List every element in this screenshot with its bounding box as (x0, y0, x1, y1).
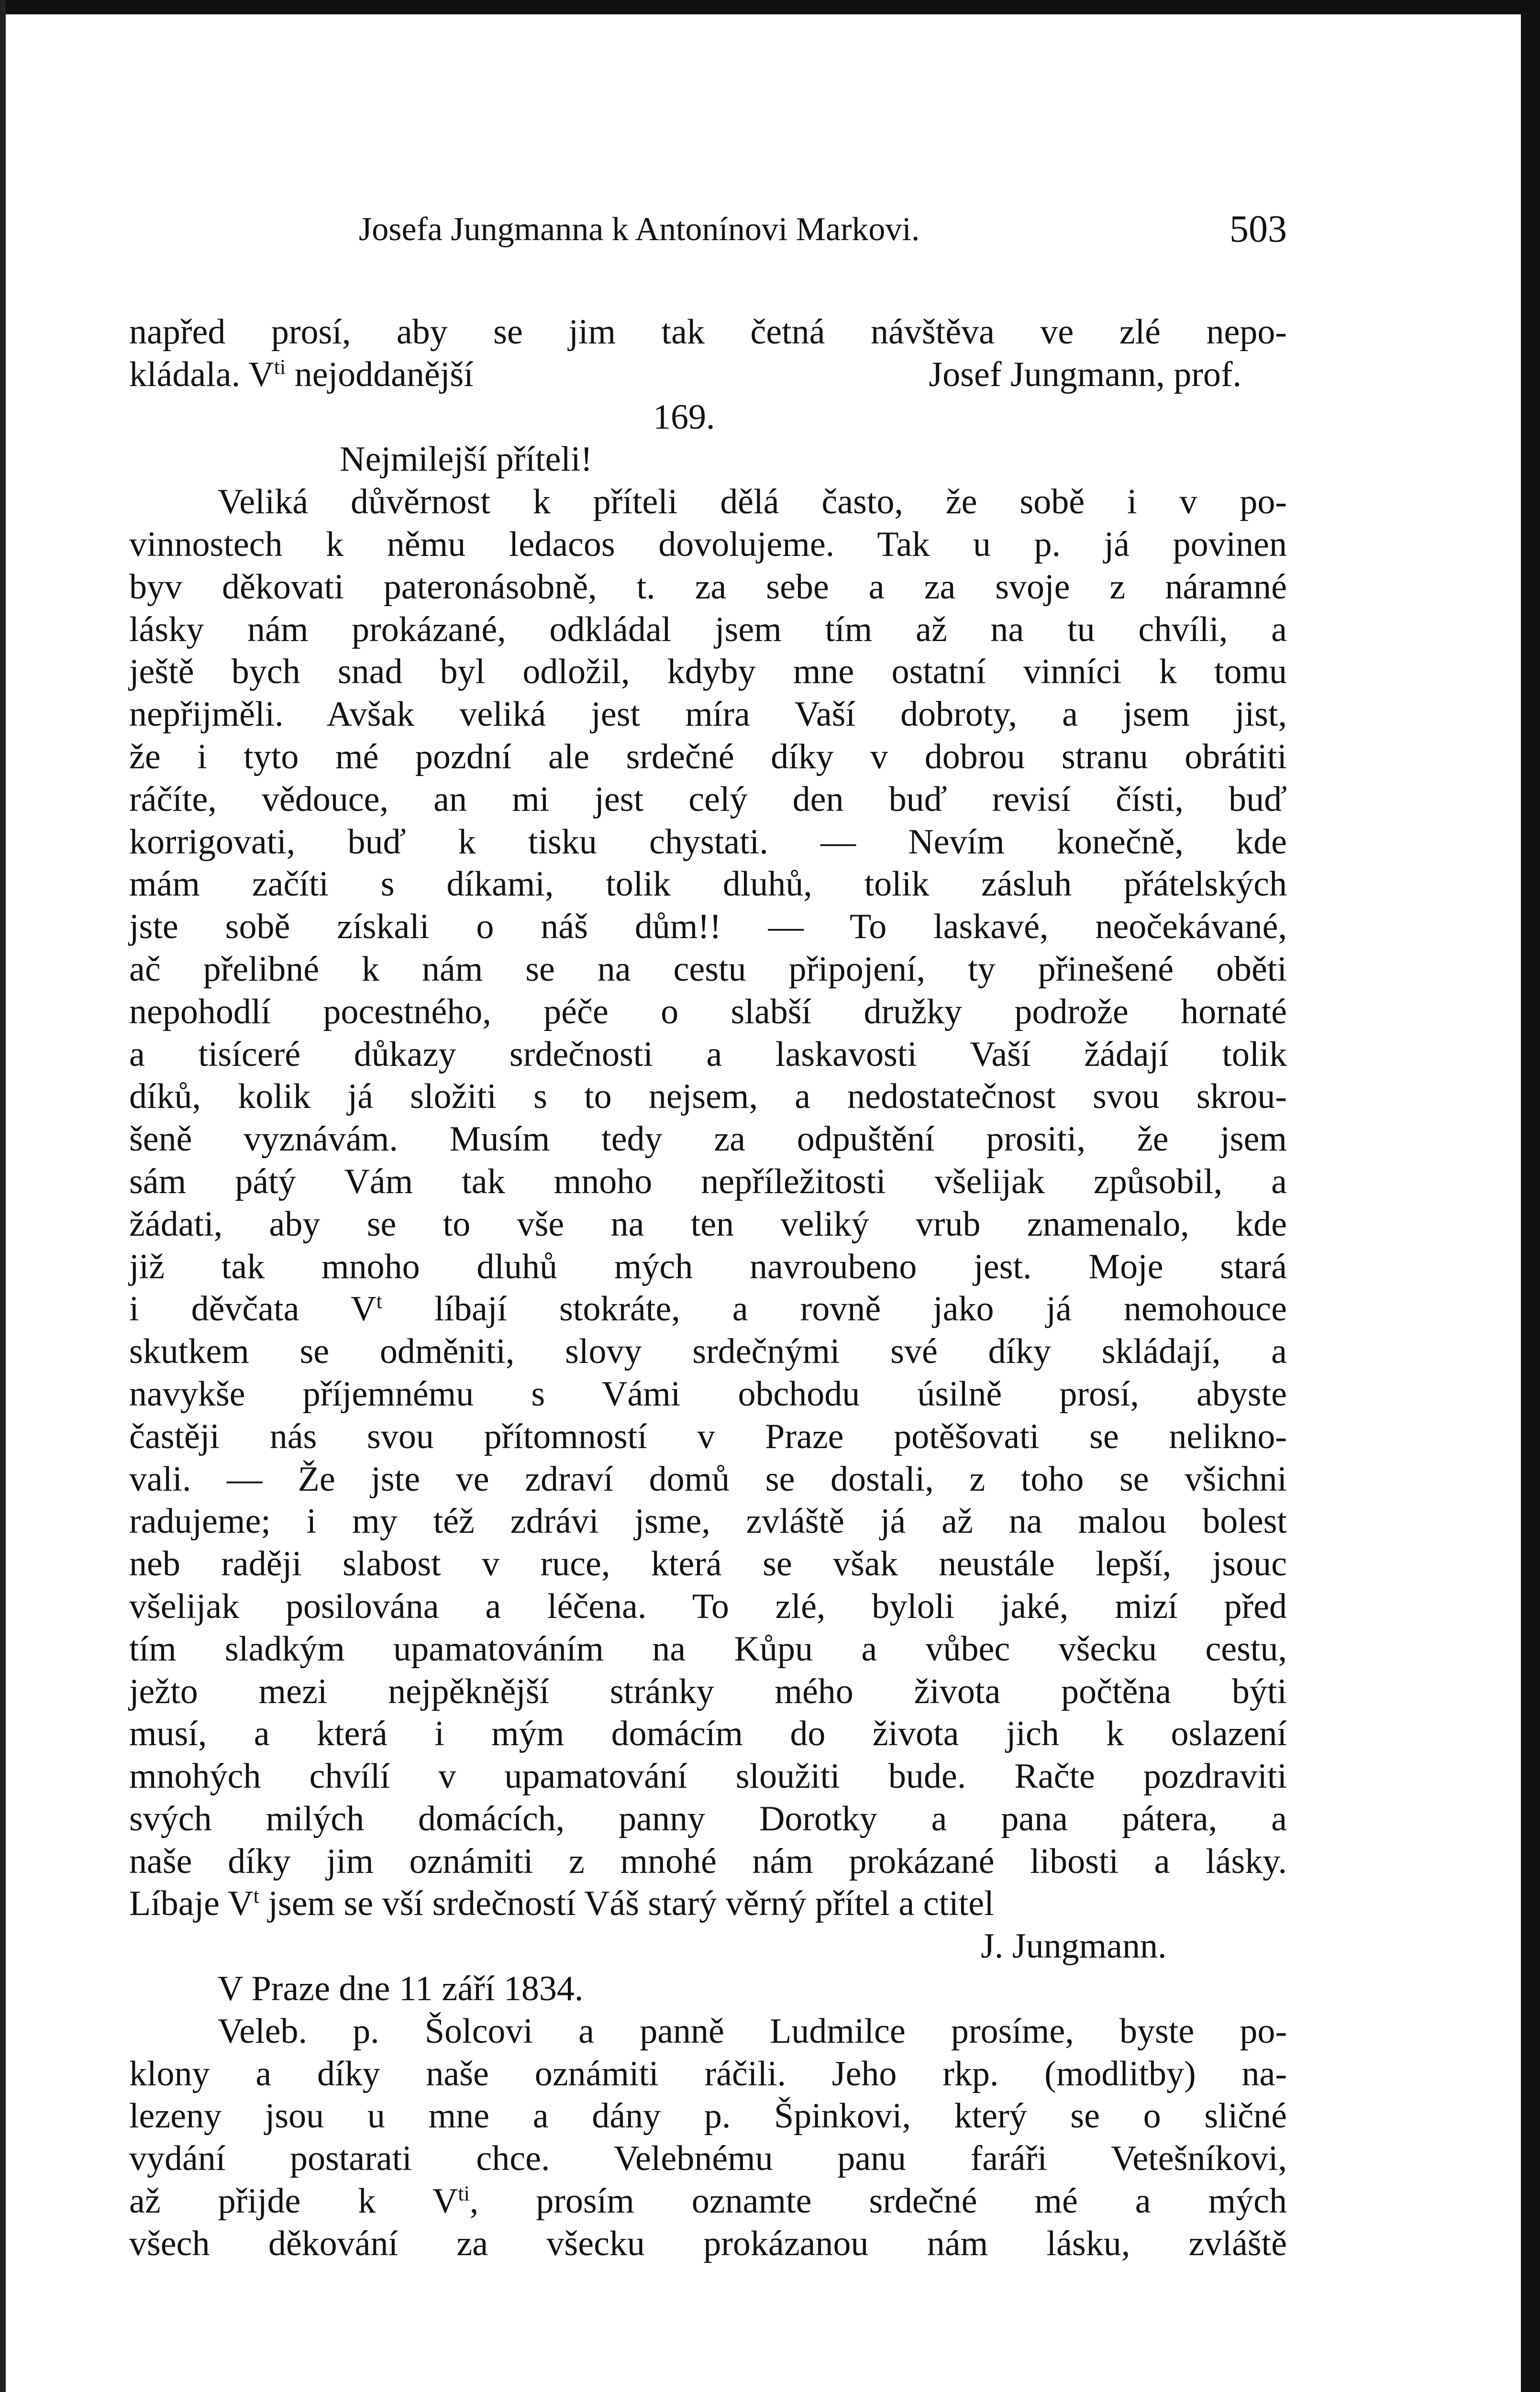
scan-border-right (1521, 0, 1540, 2392)
letter-number: 169. (653, 397, 715, 437)
text-block (129, 311, 1287, 2265)
text-line: ač přelibné k nám se na cestu připojení, ty přinešené oběti (129, 949, 1287, 989)
text-line: sám pátý Vám tak mnoho nepříležitosti všelijak způsobil, a (129, 1162, 1287, 1201)
text-line: až přijde k $V^{ti}$, prosím oznamte srdečné mé a mých (129, 2182, 1287, 2221)
text-line: vinnostech k němu ledacos dovolujeme. Tak u p. já povinen (129, 524, 1287, 564)
text-line: korrigovati, buď k tisku chystati. — Nevím konečně, kde (129, 822, 1287, 862)
superscript: ti (274, 355, 286, 379)
text-line: neb raději slabost v ruce, která se však neustále lepší, jsouc (129, 1544, 1287, 1584)
date-line: V Praze dne 11 září 1834. (218, 1969, 584, 2009)
text-line: vydání postarati chce. Velebnému panu faráři Vetešníkovi, (129, 2139, 1287, 2179)
paragraph-first-line: Veliká důvěrnost k příteli dělá často, že sobě i v po- (218, 482, 1287, 522)
superscript: t (376, 1289, 382, 1313)
text-line: žádati, aby se to vše na ten veliký vrub znamenalo, kde (129, 1204, 1287, 1244)
text-line: tím sladkým upamatováním na Kůpu a vůbec všecku cestu, (129, 1629, 1287, 1669)
scan-border-top (0, 0, 1540, 14)
text-line: lezeny jsou u mne a dány p. Špinkovi, který se o sličné (129, 2096, 1287, 2136)
salutation: Nejmilejší příteli! (340, 440, 593, 479)
paragraph-first-line: Veleb. p. Šolcovi a panně Ludmilce prosíme, byste po- (218, 2011, 1287, 2051)
text-line: ráčíte, vědouce, an mi jest celý den buď revisí čísti, buď (129, 779, 1287, 819)
text-line: svých milých domácích, panny Dorotky a pana pátera, a (129, 1799, 1287, 1838)
text-line: všech děkování za všecku prokázanou nám lásku, zvláště (129, 2224, 1287, 2263)
line-fragment: kládala. $V^{ti}$ nejoddanější (129, 354, 474, 394)
running-head (129, 210, 1287, 263)
text-line: všelijak posilována a léčena. To zlé, byloli jaké, mizí před (129, 1586, 1287, 1626)
text-line: i děvčata $V^t$ líbají stokráte, a rovně jako já nemohouce (129, 1289, 1287, 1329)
text-line: již tak mnoho dluhů mých navroubeno jest. Moje stará (129, 1247, 1287, 1286)
text-line: klony a díky naše oznámiti ráčili. Jeho rkp. (modlitby) na- (129, 2054, 1287, 2093)
text-line: že i tyto mé pozdní ale srdečné díky v dobrou stranu obrátiti (129, 737, 1287, 776)
text-line: jste sobě získali o náš dům!! — To laskavé, neočekávané, (129, 907, 1287, 947)
text-line: radujeme; i my též zdrávi jsme, zvláště já až na malou bolest (129, 1502, 1287, 1541)
text-line: nepřijměli. Avšak veliká jest míra Vaší dobroty, a jsem jist, (129, 695, 1287, 734)
scan-border-left (0, 0, 6, 2392)
text-line: musí, a která i mým domácím do života jich k oslazení (129, 1714, 1287, 1754)
text-line: lásky nám prokázané, odkládal jsem tím až na tu chvíli, a (129, 609, 1287, 649)
text-line-with-signature (129, 354, 1287, 396)
text-line: ještě bych snad byl odložil, kdyby mne ostatní vinníci k tomu (129, 652, 1287, 692)
text-line: ježto mezi nejpěknější stránky mého života počtěna býti (129, 1672, 1287, 1711)
superscript: t (253, 1884, 259, 1908)
text-line: šeně vyznávám. Musím tedy za odpuštění prositi, že jsem (129, 1119, 1287, 1159)
text-line: byv děkovati pateronásobně, t. za sebe a za svoje z náramné (129, 567, 1287, 607)
signature: J. Jungmann. (981, 1927, 1167, 1966)
text-line: napřed prosí, aby se jim tak četná návštěva ve zlé nepo- (129, 312, 1287, 352)
text-line: mnohých chvílí v upamatování sloužiti bude. Račte pozdraviti (129, 1757, 1287, 1796)
page-number: 503 (1230, 208, 1287, 250)
closing-line: Líbaje $V^t$ jsem se vší srdečností Váš starý věrný přítel a ctitel (129, 1884, 994, 1924)
superscript: ti (458, 2182, 470, 2205)
text-line: navykše příjemnému s Vámi obchodu úsilně prosí, abyste (129, 1374, 1287, 1414)
text-line: mám začíti s díkami, tolik dluhů, tolik zásluh přátelských (129, 864, 1287, 904)
text-line: díků, kolik já složiti s to nejsem, a nedostatečnost svou skrou- (129, 1077, 1287, 1117)
text-line: naše díky jim oznámiti z mnohé nám prokázané libosti a lásky. (129, 1841, 1287, 1881)
running-head-title: Josefa Jungmanna k Antonínovi Markovi. (359, 211, 920, 248)
text-line: vali. — Že jste ve zdraví domů se dostali, z toho se všichni (129, 1459, 1287, 1499)
text-line: a tisíceré důkazy srdečnosti a laskavosti Vaší žádají tolik (129, 1034, 1287, 1074)
text-line: nepohodlí pocestného, péče o slabší družky podrože hornaté (129, 992, 1287, 1031)
text-line: skutkem se odměniti, slovy srdečnými své díky skládají, a (129, 1332, 1287, 1372)
prior-letter-signature: Josef Jungmann, prof. (929, 354, 1241, 394)
text-line: častěji nás svou přítomností v Praze potěšovati se nelikno- (129, 1417, 1287, 1456)
